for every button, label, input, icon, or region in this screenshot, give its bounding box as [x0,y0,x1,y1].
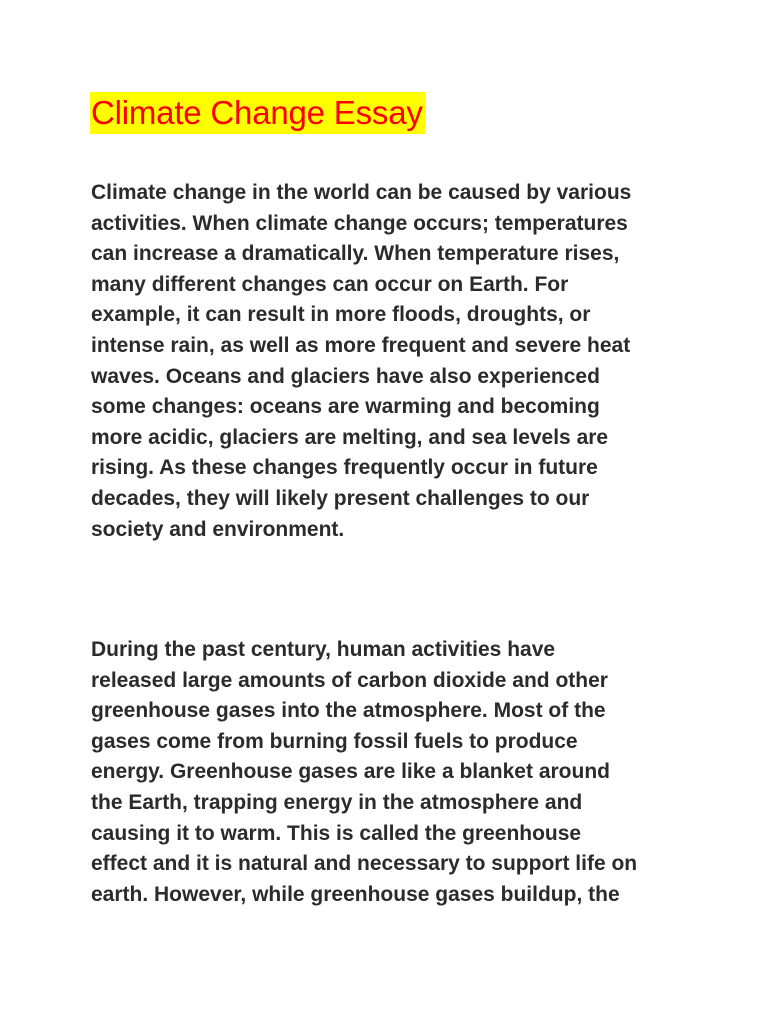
paragraph-line: During the past century, human activities have [91,638,556,661]
paragraph-line: the Earth, trapping energy in the atmosphere and [91,790,583,814]
paragraph-line: intense rain, as well as more frequent and severe heat [91,333,631,357]
paragraph-line: many different changes can occur on Earth. For [91,272,569,296]
paragraph-line: Climate change in the world can be caused by various [91,181,632,204]
paragraph-line: some changes: oceans are warming and becoming [91,395,600,419]
paragraph-line: decades, they will likely present challenges to our [91,486,590,510]
paragraph-line: waves. Oceans and glaciers have also experienced [91,364,600,388]
paragraph-2 [91,635,691,910]
paragraph-line: can increase a dramatically. When temperature rises, [91,242,620,266]
paragraph-1 [91,178,691,545]
paragraph-line: society and environment. [91,517,345,541]
title-container [90,92,425,134]
paragraph-line: released large amounts of carbon dioxide and other [91,668,608,692]
paragraph-line: rising. As these changes frequently occur in future [91,456,598,480]
page-title: Climate Change Essay [90,92,425,134]
paragraph-line: effect and it is natural and necessary to support life on [91,852,638,876]
paragraph-line: energy. Greenhouse gases are like a blanket around [91,760,610,784]
paragraph-line: greenhouse gases into the atmosphere. Most of the [91,699,606,723]
paragraph-line: example, it can result in more floods, droughts, or [91,303,591,327]
paragraph-line: more acidic, glaciers are melting, and sea levels are [91,425,609,449]
paragraph-line: activities. When climate change occurs; temperatures [91,211,628,235]
paragraph-line: causing it to warm. This is called the greenhouse [91,821,582,845]
paragraph-line: gases come from burning fossil fuels to produce [91,729,578,753]
paragraph-line: earth. However, while greenhouse gases buildup, the [91,882,620,906]
